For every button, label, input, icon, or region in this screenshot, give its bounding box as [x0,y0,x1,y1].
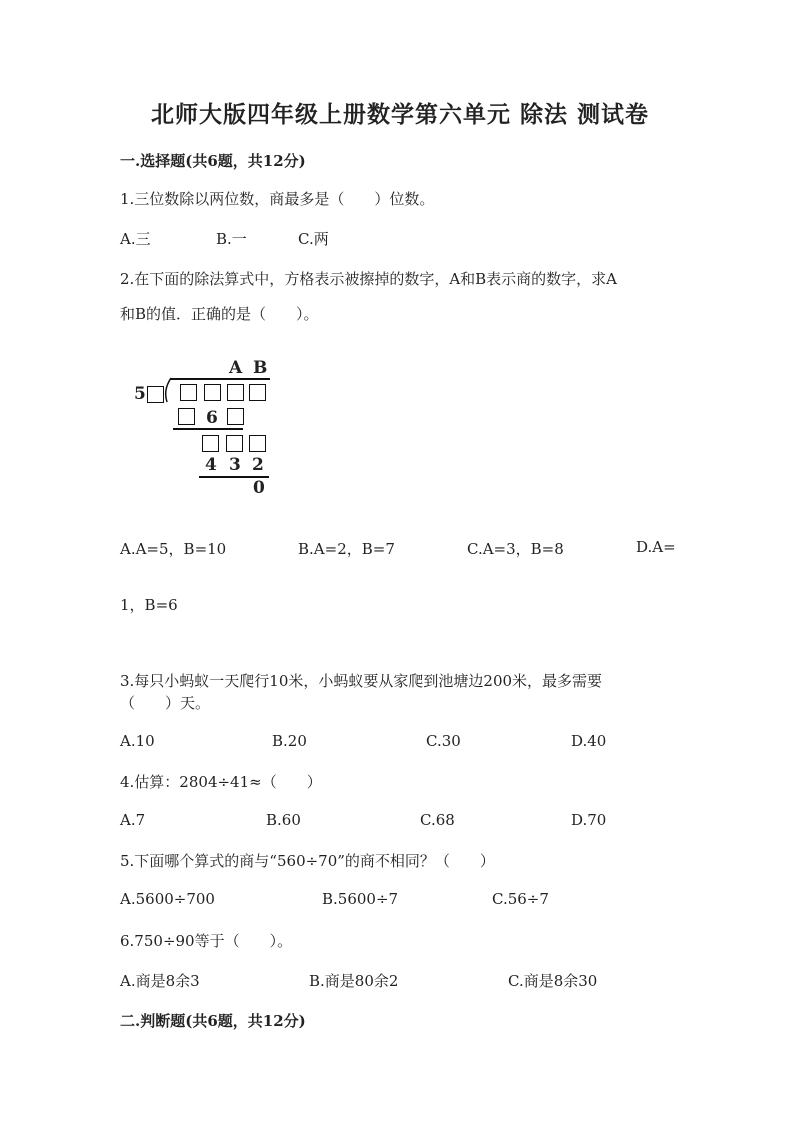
q2-option-d-continued: 1，B=6 [120,596,178,614]
partial-box-1 [178,408,195,425]
q5-option-c: C.56÷7 [492,890,549,908]
q6-option-b: B.商是80余2 [309,972,399,990]
question-5: 5.下面哪个算式的商与“560÷70”的商不相同？（ ） [120,852,495,870]
q4-option-c: C.68 [420,811,455,829]
q3-option-b: B.20 [272,732,307,750]
q2-option-a: A.A=5，B=10 [120,540,227,558]
q6-option-c: C.商是8余30 [508,972,598,990]
question-3-line-2: （ ）天。 [120,694,211,712]
q2-option-b: B.A=2，B=7 [298,540,395,558]
division-bar [170,378,270,380]
product-digit-1: 4 [205,455,217,475]
q4-option-a: A.7 [120,811,146,829]
dividend-box-4 [249,384,266,401]
question-3-line-1: 3.每只小蚂蚁一天爬行10米，小蚂蚁要从家爬到池塘边200米，最多需要 [120,672,603,690]
q3-option-a: A.10 [120,732,155,750]
dividend-box-2 [204,384,221,401]
q1-option-a: A.三 [120,230,151,248]
q2-option-c: C.A=3，B=8 [467,540,564,558]
question-2-line-1: 2.在下面的除法算式中，方格表示被擦掉的数字，A和B表示商的数字，求A [120,270,618,288]
q6-option-a: A.商是8余3 [120,972,200,990]
dividend-box-3 [227,384,244,401]
section-heading-choice: 一.选择题(共6题，共12分) [120,152,306,170]
product-digit-2: 3 [229,455,241,475]
quotient-digit-a: A [229,358,243,378]
remainder-box-3 [249,435,266,452]
q5-option-a: A.5600÷700 [120,890,215,908]
q2-option-d: D.A= [636,538,676,556]
q3-option-c: C.30 [426,732,461,750]
question-2-line-2: 和B的值．正确的是（ ）。 [120,305,319,323]
q4-option-b: B.60 [266,811,301,829]
page-title: 北师大版四年级上册数学第六单元 除法 测试卷 [150,101,649,128]
section-heading-judgment: 二.判断题(共6题，共12分) [120,1012,306,1030]
remainder-box-1 [202,435,219,452]
long-division-figure [125,355,285,505]
subtraction-line-1 [173,428,243,430]
partial-digit: 6 [206,408,218,428]
remainder-box-2 [226,435,243,452]
divisor-digit: 5 [134,384,146,404]
final-remainder: 0 [253,478,265,498]
q1-option-b: B.一 [216,230,247,248]
partial-box-2 [227,408,244,425]
dividend-box-1 [180,384,197,401]
question-1: 1.三位数除以两位数，商最多是（ ）位数。 [120,190,435,208]
q5-option-b: B.5600÷7 [322,890,399,908]
product-digit-3: 2 [252,455,264,475]
q4-option-d: D.70 [571,811,607,829]
divisor-blank-box [147,386,164,403]
q3-option-d: D.40 [571,732,607,750]
q1-option-c: C.两 [298,230,329,248]
quotient-digit-b: B [253,358,268,378]
question-4: 4.估算：2804÷41≈（ ） [120,773,322,791]
question-6: 6.750÷90等于（ ）。 [120,932,293,950]
